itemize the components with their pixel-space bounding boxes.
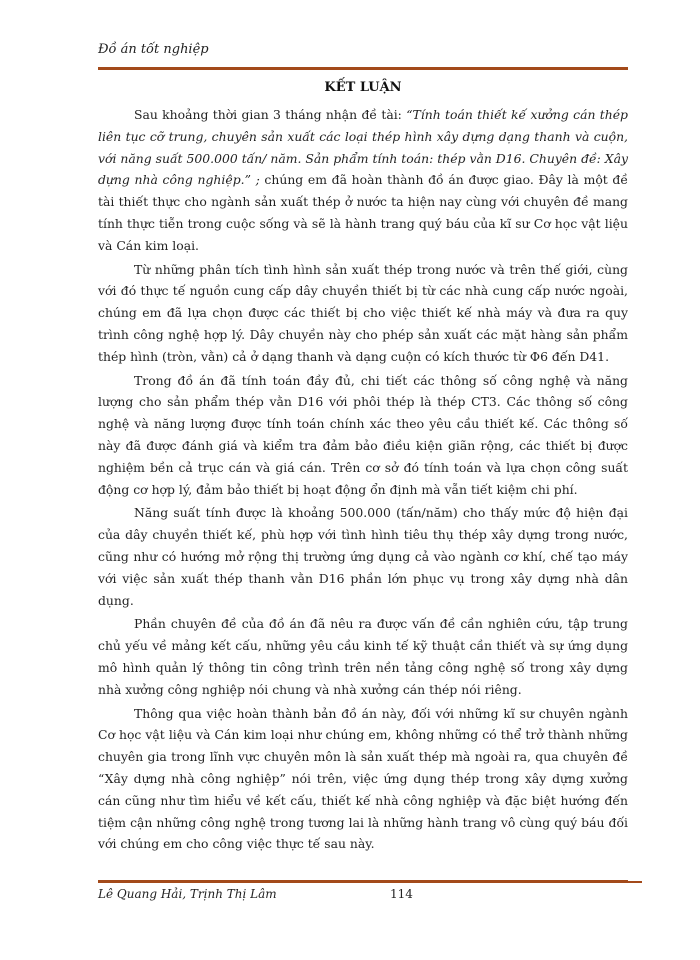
paragraph: Thông qua việc hoàn thành bản đồ án này, đối với những kĩ sư chuyên ngành Cơ học vật liệu và Cán kim loại như chúng em, không những có thể trở thành những chuyên gia trong lĩnh vực chuyên môn là sản xuất thép mà ngoài ra, qua chuyên đề “Xây dựng nhà công nghiệp” nói trên, việc ứng dụng thép trong xây dựng xưởng cán cũng như tìm hiểu về kết cấu, thiết kế nhà công nghiệp và đặc biệt hướng đến tiệm cận những công nghệ trong tương lai là những hành trang vô cùng quý báu đối với chúng em cho công việc thực tế sau này. [98, 705, 628, 852]
paragraph-rest: chúng em đã hoàn thành đồ án được giao. Đây là một đề tài thiết thực cho ngành sản xuất thép ở nước ta hiện nay cùng với chuyên đề mang tính thực tiễn trong cuộc sống và sẽ là hành trang quý báu của kĩ sư Cơ học vật liệu và Cán kim loại. [98, 172, 628, 253]
paragraph: Năng suất tính được là khoảng 500.000 (tấn/năm) cho thấy mức độ hiện đại của dây chuyền thiết kế, phù hợp với tình hình tiêu thụ thép xây dựng trong nước, cũng như có hướng mở rộng thị trường ứng dụng cả vào ngành cơ khí, chế tạo máy với việc sản xuất thép thanh vằn D16 phần lớn phục vụ trong xây dựng nhà dân dụng. [98, 505, 628, 608]
footer-rule-end [626, 881, 642, 883]
paragraph: Từ những phân tích tình hình sản xuất thép trong nước và trên thế giới, cùng với đó thực tế nguồn cung cấp dây chuyền thiết bị từ các nhà cung cấp nước ngoài, chúng em đã lựa chọn được các thiết bị cho việc thiết kế nhà máy và đưa ra quy trình công nghệ hợp lý. Dây chuyền này cho phép sản xuất các mặt hàng sản phẩm thép hình (tròn, vằn) cả ở dạng thanh và dạng cuộn có kích thước từ Φ6 đến D41. [98, 261, 628, 364]
paragraph: Phần chuyên đề của đồ án đã nêu ra được vấn đề cần nghiên cứu, tập trung chủ yếu về mảng kết cấu, những yêu cầu kinh tế kỹ thuật cần thiết và sự ứng dụng mô hình quản lý thông tin công trình trên nền tảng công nghệ số trong xây dựng nhà xưởng công nghiệp nói chung và nhà xưởng cán thép nói riêng. [98, 616, 628, 697]
thesis-title-quote: “Tính toán thiết kế xưởng cán thép liên tục cỡ trung, chuyên sản xuất các loại thép hình xây dựng dạng thanh và cuộn, với năng suất 500.000 tấn/ năm. Sản phẩm tính toán: thép vằn D16. Chuyên đề: Xây dựng nhà công nghiệp.” ; [98, 107, 628, 188]
footer-authors: Lê Quang Hải, Trịnh Thị Lâm [98, 887, 277, 901]
page-number: 114 [390, 887, 413, 901]
header-rule [98, 67, 628, 70]
paragraph [98, 104, 628, 257]
footer-rule [98, 880, 628, 883]
section-heading: KẾT LUẬN [324, 80, 402, 95]
paragraph-lead: Sau khoảng thời gian 3 tháng nhận đề tài: [134, 107, 407, 122]
body-text [98, 104, 628, 857]
header-title: Đồ án tốt nghiệp [98, 42, 209, 57]
paragraph: Trong đồ án đã tính toán đầy đủ, chi tiết các thông số công nghệ và năng lượng cho sản phẩm thép vằn D16 với phôi thép là thép CT3. Các thông số công nghệ và năng lượng được tính toán chính xác theo yêu cầu thiết kế. Các thông số này đã được đánh giá và kiểm tra đảm bảo điều kiện giãn rộng, các thiết bị được nghiệm bền cả trục cán và giá cán. Trên cơ sở đó tính toán và lựa chọn công suất động cơ hợp lý, đảm bảo thiết bị hoạt động ổn định mà vẫn tiết kiệm chi phí. [98, 372, 628, 497]
